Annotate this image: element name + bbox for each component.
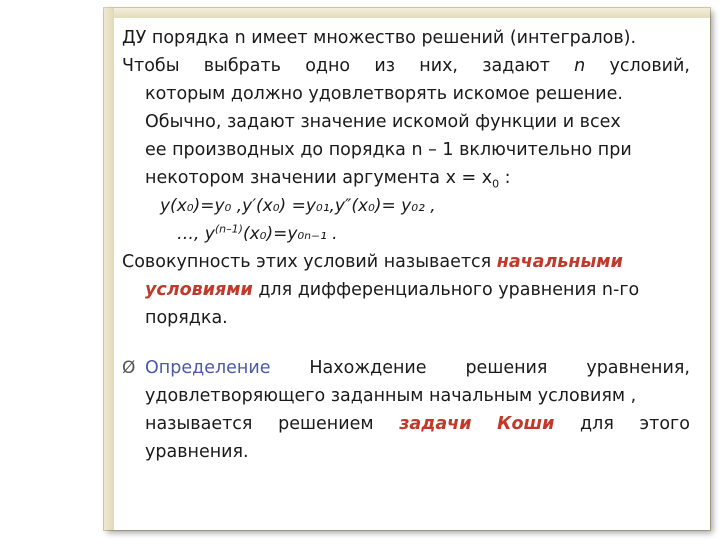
text-line (122, 248, 690, 276)
formula-fragment: …, y (177, 224, 215, 244)
word: решения (465, 358, 548, 378)
highlight-term: задачи (399, 414, 472, 434)
word: одно (305, 56, 351, 76)
text-fragment: Совокупность этих условий называется (122, 252, 497, 272)
word: из (374, 56, 396, 76)
highlight-term: условиями (145, 280, 253, 300)
word: n (574, 56, 586, 76)
text-line: которым должно удовлетворять искомое решение. (145, 84, 623, 104)
slide-body (122, 24, 690, 332)
word: условий, (609, 56, 690, 76)
text-line (122, 52, 690, 80)
word: Нахождение (309, 358, 427, 378)
text-line (122, 164, 690, 192)
word: задают (482, 56, 550, 76)
highlight-term: Коши (497, 414, 555, 434)
text-fragment: для дифференциального уравнения n-го (252, 280, 640, 300)
text-line: ДУ порядка n имеет множество решений (интегралов). (122, 28, 637, 48)
text-line: порядка. (145, 308, 228, 328)
text-fragment: некотором значении аргумента x = x (145, 168, 493, 188)
subscript: 0 (492, 177, 500, 191)
text-line: Обычно, задают значение искомой функции и всех (145, 112, 621, 132)
word: решением (278, 414, 374, 434)
definition-bullet (122, 354, 690, 466)
highlight-term: начальными (496, 252, 623, 272)
word: для (580, 414, 614, 434)
text-fragment: : (499, 168, 511, 188)
superscript: (n–1) (214, 222, 243, 236)
text-line: уравнения. (145, 442, 249, 462)
frame-left-bar (104, 8, 114, 530)
text-line: удовлетворяющего заданным начальным условиям , (145, 386, 637, 406)
formula-line: y(x₀)=y₀ ,y′(x₀) =y₀₁,y″(x₀)= y₀₂ , (160, 196, 436, 216)
word: них, (419, 56, 458, 76)
definition-term: Определение (145, 358, 271, 378)
word: этого (639, 414, 690, 434)
text-line: ее производных до порядка n – 1 включительно при (145, 140, 632, 160)
word: выбрать (203, 56, 281, 76)
frame-top-bar (104, 8, 710, 18)
formula-line (122, 220, 690, 248)
word: называется (145, 414, 253, 434)
word: уравнения, (586, 358, 690, 378)
arrow-bullet-icon: Ø (122, 358, 136, 378)
word: Чтобы (122, 56, 180, 76)
formula-fragment: (x₀)=y₀ₙ₋₁ . (242, 224, 338, 244)
text-line (145, 410, 690, 438)
text-line (122, 276, 690, 304)
text-line (145, 354, 690, 382)
